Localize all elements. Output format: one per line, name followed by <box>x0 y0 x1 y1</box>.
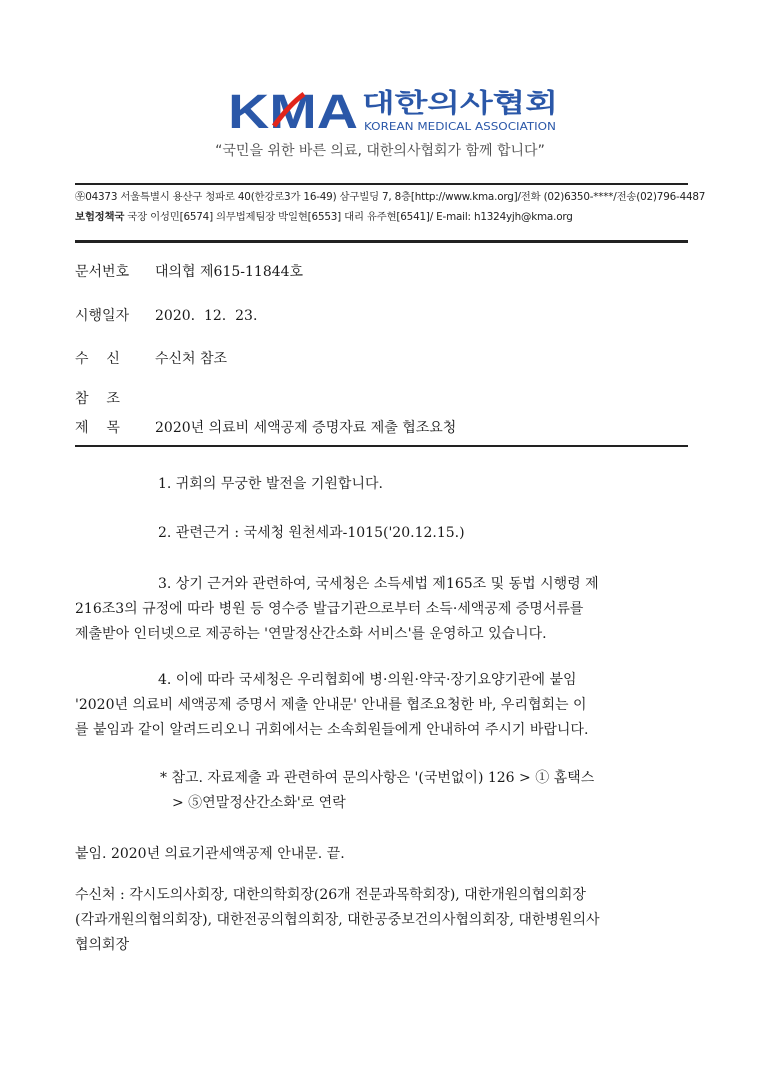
paragraph-3-line-1: 3. 상기 근거와 관련하여, 국세청은 소득세법 제165조 및 동법 시행령 제 <box>158 576 599 592</box>
paragraph-2: 2. 관련근거 : 국세청 원천세과-1015('20.12.15.) <box>158 525 465 541</box>
contact-line <box>75 208 688 223</box>
recipients-line-3: 협의회장 <box>75 937 130 953</box>
logo-english-name: KOREAN MEDICAL ASSOCIATION <box>364 120 556 133</box>
doc-number-row <box>75 261 303 281</box>
attachment-line: 붙임. 2020년 의료기관세액공제 안내문. 끝. <box>75 846 345 862</box>
date-row <box>75 305 257 325</box>
paragraph-4-line-3: 를 붙임과 같이 알려드리오니 귀회에서는 소속회원들에게 안내하여 주시기 바랍니다. <box>75 722 589 738</box>
dept-name: 보험정책국 <box>75 211 125 223</box>
logo-kma-text: KMA <box>228 86 358 136</box>
subject-value: 2020년 의료비 세액공제 증명자료 제출 협조요청 <box>155 420 457 436</box>
paragraph-1: 1. 귀회의 무궁한 발전을 기원합니다. <box>158 476 383 492</box>
paragraph-4-line-1: 4. 이에 따라 국세청은 우리협회에 병·의원·약국·장기요양기관에 붙임 <box>158 672 577 688</box>
paragraph-3-line-3: 제출받아 인터넷으로 제공하는 '연말정산간소화 서비스'를 운영하고 있습니다. <box>75 626 547 642</box>
recipient-row <box>75 348 227 368</box>
reference-label: 참 조 <box>75 391 120 407</box>
contact-details: 국장 이성민[6574] 의무법제팀장 박일현[6553] 대리 유주현[6541]/ E-mail: h1324yjh@kma.org <box>127 211 573 223</box>
recipient-label: 수 신 <box>75 351 120 367</box>
kma-logo <box>228 86 558 136</box>
recipients-list <box>75 883 688 958</box>
note-line-1: * 참고. 자료제출 과 관련하여 문의사항은 '(국번없이) 126 > ① 홈택스 <box>160 770 595 786</box>
doc-number-label: 문서번호 <box>75 264 130 280</box>
subject-row <box>75 417 456 437</box>
note-line-2: > ⑤연말정산간소화'로 연락 <box>172 795 346 811</box>
reference-note <box>160 766 594 816</box>
paragraph-3-line-2: 216조3의 규정에 따라 병원 등 영수증 발급기관으로부터 소득·세액공제 증명서류를 <box>75 601 584 617</box>
header-bottom-divider <box>75 240 688 243</box>
top-divider <box>75 183 688 185</box>
subject-divider <box>75 445 688 447</box>
date-value: 2020. 12. 23. <box>155 308 258 324</box>
paragraph-4-line-2: '2020년 의료비 세액공제 증명서 제출 안내문' 안내를 협조요청한 바, 우리협회는 이 <box>75 697 587 713</box>
date-label: 시행일자 <box>75 308 130 324</box>
recipients-line-1: 수신처 : 각시도의사회장, 대한의학회장(26개 전문과목학회장), 대한개원의협의회장 <box>75 887 586 903</box>
slogan: “국민을 위한 바른 의료, 대한의사협회가 함께 합니다” <box>215 143 545 159</box>
paragraph-3 <box>75 572 688 647</box>
recipients-line-2: (각과개원의협의회장), 대한전공의협의회장, 대한공중보건의사협의회장, 대한병원의사 <box>75 912 600 928</box>
paragraph-4 <box>75 668 688 743</box>
logo-korean-name: 대한의사협회 <box>362 89 513 119</box>
doc-number-value: 대의협 제615-11844호 <box>155 264 304 280</box>
subject-label: 제 목 <box>75 420 120 436</box>
recipient-value: 수신처 참조 <box>155 351 228 367</box>
reference-row <box>75 388 155 408</box>
address-line: ㉾04373 서울특별시 용산구 청파로 40(한강로3가 16-49) 삼구빌딩 7, 8층[http://www.kma.org]/전화 (02)6350-****/전송(02)796-4487 <box>75 191 706 203</box>
